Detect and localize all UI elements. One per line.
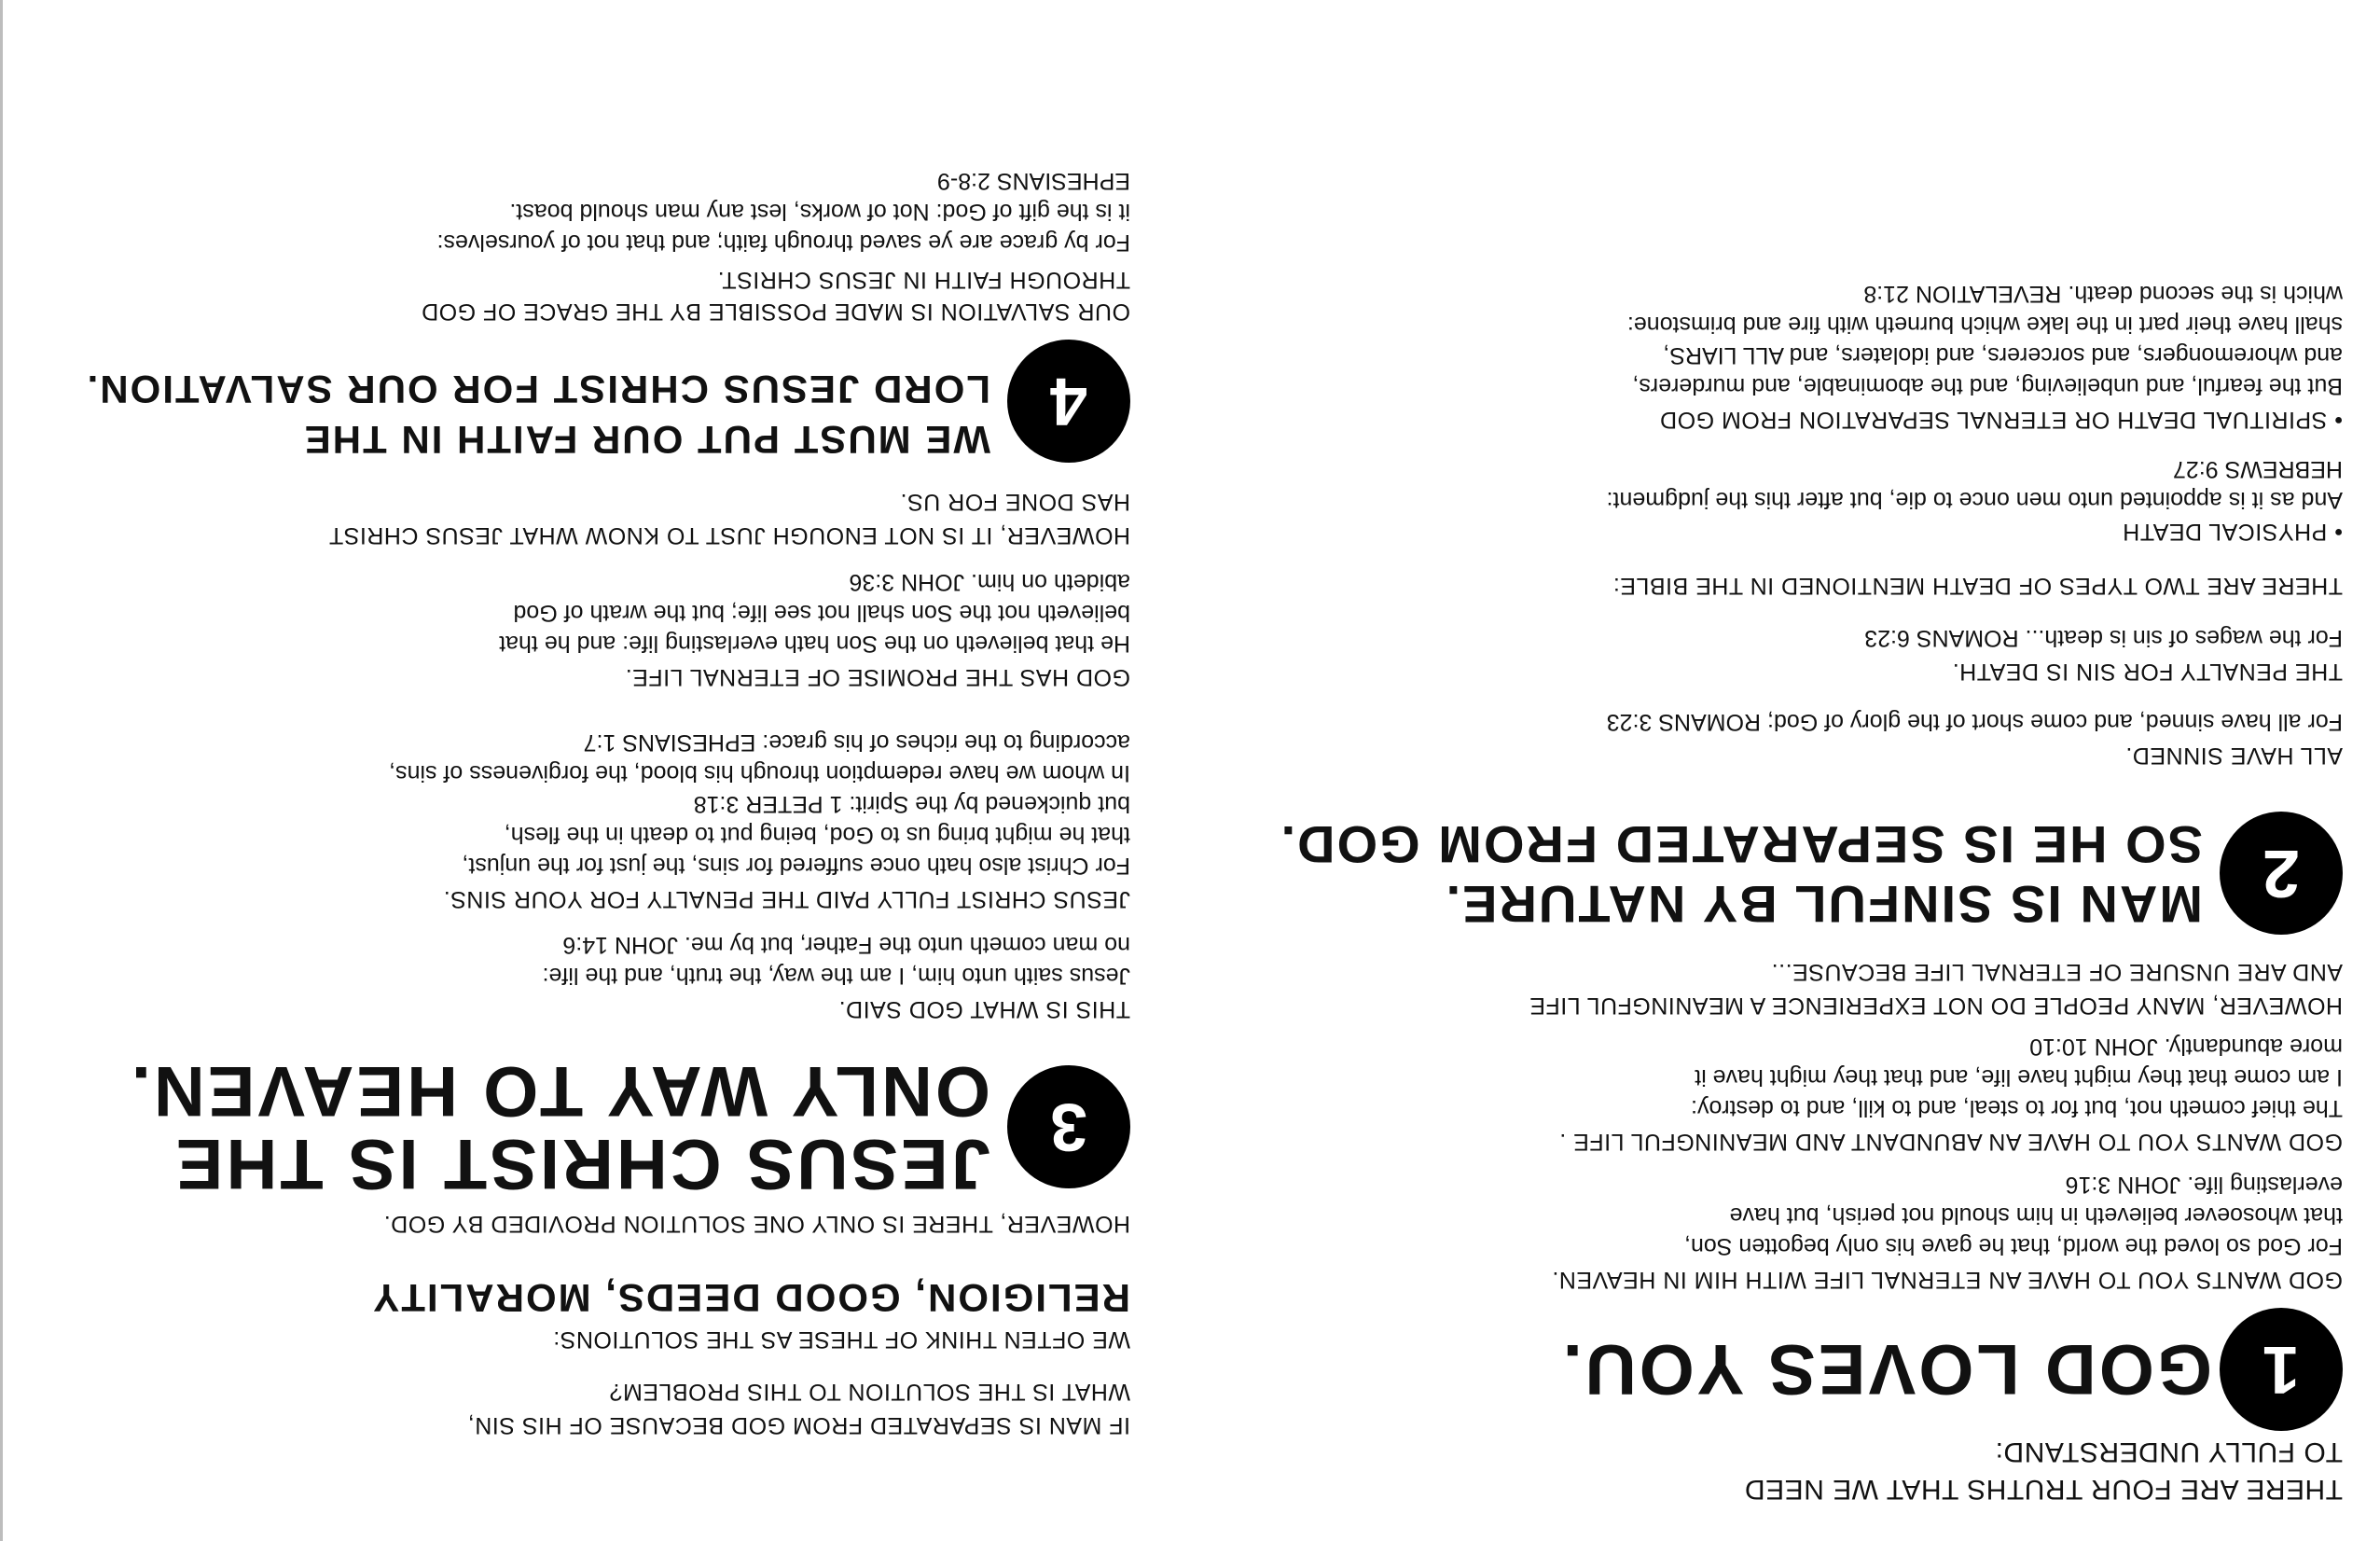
page-edge — [0, 0, 3, 1541]
truth2-point3: THERE ARE TWO TYPES OF DEATH MENTIONED IN THE BIBLE: — [1612, 573, 2343, 599]
number-badge-3: 3 — [1007, 1065, 1130, 1188]
truth3-point1: THIS IS WHAT GOD SAID. — [838, 996, 1130, 1022]
physical-death-label: • PHYSICAL DEATH — [2122, 519, 2343, 545]
truth1-point2: GOD WANTS YOU TO HAVE AN ABUNDANT AND MEANINGFUL LIFE . — [1558, 1129, 2343, 1155]
truth1-heading: GOD LOVES YOU. — [1559, 1329, 2212, 1409]
solutions-heading: RELIGION, GOOD DEEDS, MORALITY — [371, 1276, 1130, 1320]
truth3-point3: GOD HAS THE PROMISE OF ETERNAL LIFE. — [625, 664, 1130, 690]
truth2-point1: ALL HAVE SINNED. — [2124, 743, 2343, 769]
verse-romans-3-23: For all have sinned, and come short of the glory of God; ROMANS 3:23 — [1606, 709, 2343, 735]
truth3-point2: JESUS CHRIST FULLY PAID THE PENALTY FOR YOUR SINS. — [443, 886, 1130, 912]
truth1-point1: GOD WANTS YOU TO HAVE AN ETERNAL LIFE WITH HIM IN HEAVEN. — [1551, 1267, 2343, 1293]
intro-text: THERE ARE FOUR TRUTHS THAT WE NEED TO FULLY UNDERSTAND: — [1744, 1437, 2343, 1505]
number-badge-4: 4 — [1007, 340, 1130, 463]
tract-sheet: THERE ARE FOUR TRUTHS THAT WE NEED TO FULLY UNDERSTAND: 1 GOD LOVES YOU. GOD WANTS YOU TO HAVE AN ETERNAL LIFE WITH HIM IN HEAVEN. For God so loved the world, that he gave his only begotten Son, that whosoever believeth in him should not perish, but have everlasting life. JOHN 3:16 GOD WANTS YOU TO HAVE AN ABUNDANT AND MEANINGFUL LIFE . The thief cometh not, but for to steal, and to kill, and to destroy: I am come that they might have life, and that they might have it more abundantly. JOHN 10:10 HOWEVER, MANY PEOPLE DO NOT EXPERIENCE A MEANINGFUL LIFE AND ARE UNSURE OF ETERNAL LIFE BECAUSE... 2 MAN IS SINFUL BY NATURE. SO HE IS SEPARATED FROM GOD. ALL HAVE SINNED. For all have sinned, and come short of the glory of God; ROMANS 3:23 THE PENALTY FOR SIN IS DEATH. For the wages of sin is death... ROMANS 6:23 THERE ARE TWO TYPES OF DEATH MENTIONED IN THE BIBLE: • PHYSICAL DEATH And as it is appointed unto men once to die, but after this the judgment: HEBREWS 9:27 • SPIRITUAL DEATH OR ETERNAL SEPARATION FROM GOD But the fearful, and unbelieving, and the abominable, and murderers, and whoremongers, and sorcerers, and idolaters, and ALL LIARS, shall have their part in the lake which burneth with fire and brimstone: which is the second death. REVELATION 21:8 IF MAN IS SEPARATED FROM GOD BECAUSE OF HIS SIN, WHAT IS THE SOLUTION TO THIS PROBLEM? WE OFTEN THINK OF THESE AS THE SOLUTIONS: RELIGION, GOOD DEEDS, MORALITY HOWEVER, THERE IS ONLY ONE SOLUTION PROVIDED BY GOD. 3 JESUS CHRIST IS THE ONLY WAY TO HEAVEN. THIS IS WHAT GOD SAID. Jesus saith unto him, I am the way, the truth, and the life: no man cometh unto the Father, but by me. JOHN 14:6 JESUS CHRIST FULLY PAID THE PENALTY FOR YOUR SINS. For Christ also hath once suffered for sins, the just for the unjust, that he might bring us to God, being put to death in the flesh, but quickened by the Spirit: 1 PETER 3:18 In whom we have redemption through his blood, the forgiveness of sins, according to the riches of his grace: EPHESIANS 1:7 GOD HAS THE PROMISE OF ETERNAL LIFE. He that believeth on the Son hath everlasting life: and he that believeth not the Son shall not see life; but the wrath of God abideth on him. JOHN 3:36 HOWEVER, IT IS NOT ENOUGH JUST TO KNOW WHAT JESUS CHRIST HAS DONE FOR US. 4 WE MUST PUT OUR FAITH IN THE LORD JESUS CHRIST FOR OUR SALVATION. OUR SALVATION IS MADE POSSIBLE BY THE GRACE OF GOD THROUGH FAITH IN JESUS CHRIST. For by grace are ye saved through faith; and that not of yourselves: it is the gift of God: Not of works, lest any man should boast. EPHESIANS 2:8-9 — [0, 0, 2380, 1541]
only-solution-text: HOWEVER, THERE IS ONLY ONE SOLUTION PROVIDED BY GOD. — [383, 1211, 1130, 1237]
verse-romans-6-23: For the wages of sin is death... ROMANS 6:23 — [1864, 625, 2343, 651]
truth2-point2: THE PENALTY FOR SIN IS DEATH. — [1952, 659, 2343, 685]
number-badge-1: 1 — [2220, 1308, 2343, 1431]
number-badge-2: 2 — [2220, 812, 2343, 935]
often-text: WE OFTEN THINK OF THESE AS THE SOLUTIONS: — [552, 1326, 1130, 1353]
spiritual-death-label: • SPIRITUAL DEATH OR ETERNAL SEPARATION FROM GOD — [1659, 407, 2343, 433]
